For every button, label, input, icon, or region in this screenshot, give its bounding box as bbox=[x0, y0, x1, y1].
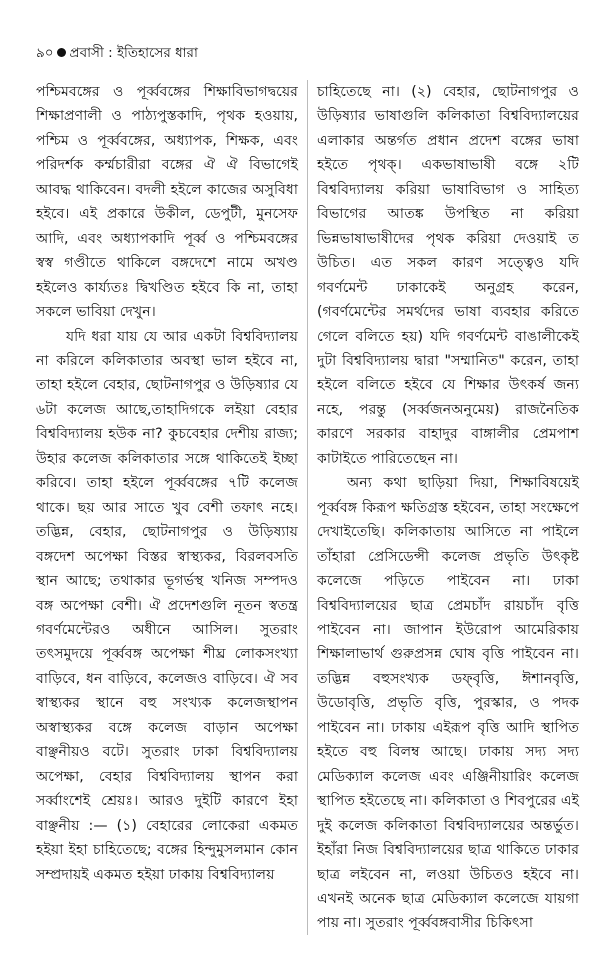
right-column bbox=[317, 80, 579, 936]
page-number: ৯০ bbox=[36, 45, 54, 61]
left-column bbox=[36, 80, 298, 887]
bullet-dot-icon bbox=[57, 48, 66, 57]
paragraph: চাহিতেছে না। (২) বেহার, ছোটনাগপুর ও উড়িষ্যার ভাষাগুলি কলিকাতা বিশ্ববিদ্যালয়ের এলাকার অন্তর্গত প্রধান প্রদেশ বঙ্গের ভাষা হইতে পৃথক্। একভাষাভাষী বঙ্গে ২টি বিশ্ববিদ্যালয় করিয়া ভাষাবিভাগ ও সাহিত্য বিভাগের আতঙ্ক উপস্থিত না করিয়া ভিন্নভাষাভাষীদের পৃথক করিয়া দেওয়াই ত উচিত। এত সকল কারণ সত্ত্বেও যদি গবর্ণমেন্ট ঢাকাকেই অনুগ্রহ করেন, (গবর্ণমেন্টের সমর্থদের ভাষা ব্যবহার করিতে গেলে বলিতে হয়) যদি গবর্ণমেন্ট বাঙালীকেই দুটা বিশ্ববিদ্যালয় দ্বারা "সম্মানিত" করেন, তাহা হইলে বলিতে হইবে যে শিক্ষার উৎকর্ষ জন্য নহে, পরন্তু (সর্ব্বজনঅনুমেয়) রাজনৈতিক কারণে সরকার বাহাদুর বাঙ্গালীর প্রেমপাশ কাটাইতে পারিতেছেন না। bbox=[317, 84, 579, 467]
column-divider bbox=[307, 80, 308, 935]
paragraph: যদি ধরা যায় যে আর একটা বিশ্ববিদ্যালয় না করিলে কলিকাতার অবস্থা ভাল হইবে না, তাহা হইলে বেহার, ছোটনাগপুর ও উড়িষ্যার যে ৬টা কলেজ আছে,তাহাদিগকে লইয়া বেহার বিশ্ববিদ্যালয় হউক না? কুচবেহার দেশীয় রাজ্য; উহার কলেজ কলিকাতার সঙ্গে থাকিতেই ইচ্ছা করিবে। তাহা হইলে পূর্ব্ববঙ্গের ৭টি কলেজ থাকে। ছয় আর সাতে খুব বেশী তফাৎ নহে। তদ্ভিন্ন, বেহার, ছোটনাগপুর ও উড়িষ্যায় বঙ্গদেশ অপেক্ষা বিস্তর স্বাস্থ্যকর, বিরলবসতি স্থান আছে; তথাকার ভূগর্ভস্থ খনিজ সম্পদও বঙ্গ অপেক্ষা বেশী। ঐ প্রদেশগুলি নূতন স্বতন্ত্র গবর্ণমেন্টেরও অধীনে আসিল। সুতরাং তৎসমুদয়ে পূর্ব্ববঙ্গ অপেক্ষা শীঘ্র লোকসংখ্যা বাড়িবে, ধন বাড়িবে, কলেজও বাড়িবে। ঐ সব স্বাস্থ্যকর স্থানে বহু সংখ্যক কলেজস্থাপন অস্বাস্থ্যকর বঙ্গে কলেজ বাড়ান অপেক্ষা বাঞ্ছনীয়ও বটে। সুতরাং ঢাকা বিশ্ববিদ্যালয় অপেক্ষা, বেহার বিশ্ববিদ্যালয় স্থাপন করা সর্ব্বাংশেই শ্রেয়ঃ। আরও দুইটি কারণে ইহা বাঞ্ছনীয় :— (১) বেহারের লোকেরা একমত হইয়া ইহা চাহিতেছে; বঙ্গের হিন্দুমুসলমান কোন সম্প্রদায়ই একমত হইয়া ঢাকায় বিশ্ববিদ্যালয় bbox=[36, 328, 298, 883]
section-title: ইতিহাসের ধারা bbox=[116, 45, 198, 61]
paragraph: পশ্চিমবঙ্গের ও পূর্ব্ববঙ্গের শিক্ষাবিভাগদ্বয়ের শিক্ষাপ্রণালী ও পাঠ্যপুস্তকাদি, পৃথক হওয়ায়, পশ্চিম ও পূর্ব্ববঙ্গের, অধ্যাপক, শিক্ষক, এবং পরিদর্শক কর্ম্মচারীরা বঙ্গের ঐ ঐ বিভাগেই আবদ্ধ থাকিবেন। বদলী হইলে কাজের অসুবিধা হইবে। এই প্রকারে উকীল, ডেপুটী, মুনসেফ আদি, এবং অধ্যাপকাদি পূর্ব্ব ও পশ্চিমবঙ্গের স্বস্ব গণ্ডীতে থাকিলে বঙ্গদেশে নামে অখণ্ড হইলেও কার্য্যতঃ দ্বিখণ্ডিত হইবে কি না, তাহা সকলে ভাবিয়া দেখুন। bbox=[36, 84, 298, 321]
paragraph: অন্য কথা ছাড়িয়া দিয়া, শিক্ষাবিষয়েই পূর্ব্ববঙ্গ কিরূপ ক্ষতিগ্রস্ত হইবেন, তাহা সংক্ষেপে দেখাইতেছি। কলিকাতায় আসিতে না পাইলে তাঁহারা প্রেসিডেন্সী কলেজ প্রভৃতি উৎকৃষ্ট কলেজে পড়িতে পাইবেন না। ঢাকা বিশ্ববিদ্যালয়ের ছাত্র প্রেমচাঁদ রায়চাঁদ বৃত্তি পাইবেন না। জাপান ইউরোপ আমেরিকায় শিক্ষালাভার্থ গুরুপ্রসন্ন ঘোষ বৃত্তি পাইবেন না। তদ্ভিন্ন বহুসংখ্যক ডফ্‌বৃত্তি, ঈশানবৃত্তি, উডোবৃত্তি, প্রভৃতি বৃত্তি, পুরস্কার, ও পদক পাইবেন না। ঢাকায় এইরূপ বৃত্তি আদি স্থাপিত হইতে বহু বিলম্ব আছে। ঢাকায় সদ্য সদ্য মেডিক্যাল কলেজ এবং এঞ্জিনীয়ারিং কলেজ স্থাপিত হইতেছে না। কলিকাতা ও শিবপুরের এই দুই কলেজ কলিকাতা বিশ্ববিদ্যালয়ের অন্তর্ভুত। ইহাঁরা নিজ বিশ্ববিদ্যালয়ের ছাত্র থাকিতে ঢাকার ছাত্র লইবেন না, লওয়া উচিতও হইবে না। এখনই অনেক ছাত্র মেডিক্যাল কলেজে যায়গা পায় না। সুতরাং পূর্ব্ববঙ্গবাসীর চিকিৎসা bbox=[317, 475, 579, 932]
journal-name: প্রবাসী bbox=[69, 45, 104, 61]
running-header: ৯০ প্রবাসী : ইতিহাসের ধারা bbox=[36, 45, 198, 61]
